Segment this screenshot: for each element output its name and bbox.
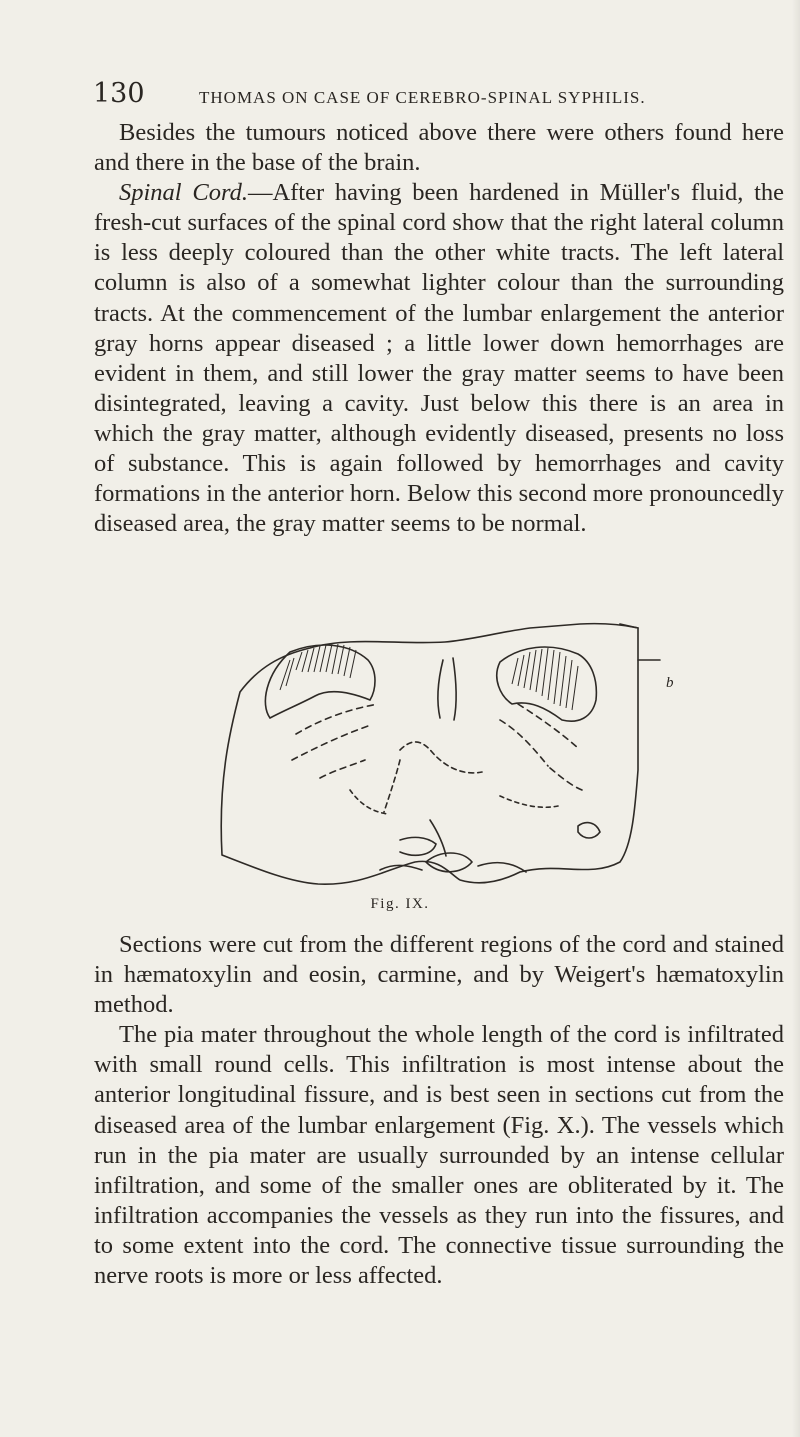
body-text-top [94, 118, 784, 539]
paragraph-pia-mater: The pia mater throughout the whole length of the cord is infiltrated with small round cells. This infiltration is most intense about the anterior longitudinal fissure, and is best seen in sections cut from the diseased area of the lumbar enlargement (Fig. X.). The vessels which run in the pia mater are usually surrounded by an intense cellular infiltration, and some of the smaller ones are obliterated by it. The infiltration accompanies the vessels as they run into the fissures, and to some extent into the cord. The connective tissue surrounding the nerve roots is more or less affected. [94, 1021, 784, 1290]
paragraph-besides: Besides the tumours noticed above there were others found here and there in the base of the brain. [94, 119, 784, 177]
posterior-horn-right [500, 796, 558, 807]
gray-matter-left [292, 704, 378, 778]
page-edge-shadow [792, 0, 800, 1437]
pointer-line [620, 624, 660, 660]
paragraph-spinal-cord-text: —After having been hardened in Müller's fluid, the fresh-cut surfaces of the spinal cord show that the right lateral column is less deeply coloured than the other white tracts. The left lateral column is also of a somewhat lighter colour than the surrounding tracts. At the commencement of the lumbar enlargement the anterior gray horns appear diseased ; a little lower down hemorrhages are evident in them, and still lower the gray matter seems to have been disintegrated, leaving a cavity. Just below this there is an area in which the gray matter, although evidently diseased, presents no loss of substance. This is again followed by hemorrhages and cavity formations in the anterior horn. Below this second more pronouncedly diseased area, the gray matter seems to be normal. [94, 179, 784, 538]
right-horn-hatching [512, 648, 578, 710]
central-area [384, 742, 482, 812]
posterior-horn-left [350, 790, 388, 814]
figure-caption: Fig. IX. [370, 896, 430, 912]
left-anterior-horn [265, 645, 375, 718]
cord-outline [221, 624, 638, 885]
page-header [93, 78, 773, 118]
running-title: THOMAS ON CASE OF CEREBRO-SPINAL SYPHILIS. [199, 88, 646, 107]
figure-ix-spinal-cord-section [200, 600, 680, 920]
anterior-fissure [438, 658, 456, 720]
body-text-bottom [94, 930, 784, 1291]
posterior-wave [380, 863, 526, 872]
paragraph-sections: Sections were cut from the different regions of the cord and stained in hæmatoxylin and eosin, carmine, and by Weigert's hæmatoxylin method. [94, 931, 784, 1019]
figure-label-b: b [666, 675, 674, 691]
gray-matter-right [500, 704, 582, 790]
hemorrhage-mark [578, 823, 600, 838]
posterior-septum [400, 820, 446, 856]
paragraph-spinal-cord [94, 178, 784, 539]
page-number: 130 [93, 78, 145, 109]
section-heading-spinal-cord: Spinal Cord. [119, 179, 248, 207]
